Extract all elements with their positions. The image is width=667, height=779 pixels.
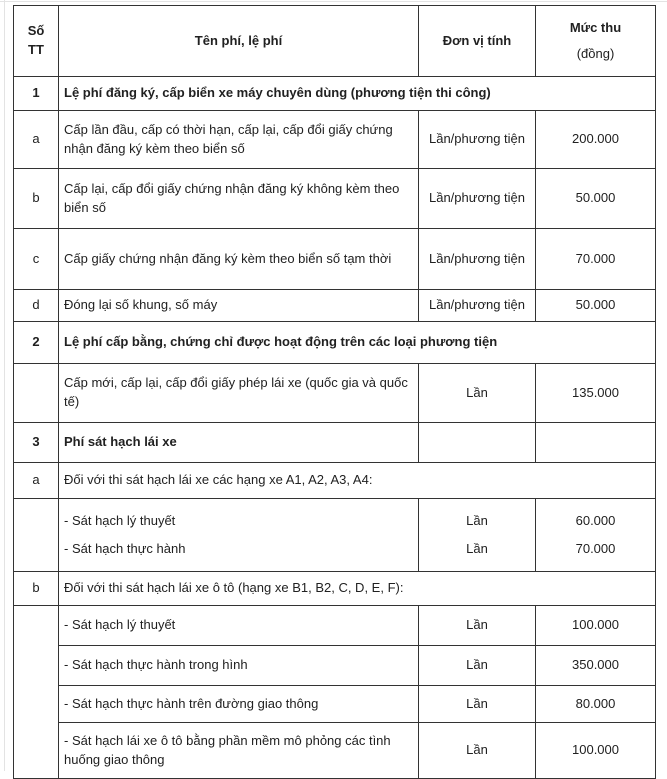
amount-cell-empty — [536, 423, 656, 463]
unit-cell: Lần/phương tiện — [419, 169, 536, 229]
stt-cell: a — [14, 463, 59, 499]
stt-cell: d — [14, 290, 59, 322]
unit-cell: Lần/phương tiện — [419, 290, 536, 322]
amount-cell: 80.000 — [536, 686, 656, 723]
fee-row-2 — [14, 364, 656, 423]
fee-name-cell: Cấp lần đầu, cấp có thời hạn, cấp lại, cấp đổi giấy chứng nhận đăng ký kèm theo biển số — [59, 111, 419, 169]
fee-name-cell — [59, 499, 419, 572]
amount-cell: 200.000 — [536, 111, 656, 169]
header-amount-currency: (đồng) — [576, 45, 615, 61]
amount-cell: 100.000 — [536, 606, 656, 646]
stt-cell: 3 — [14, 423, 59, 463]
stt-cell: a — [14, 111, 59, 169]
fee-row-3b4 — [14, 723, 656, 779]
subsection-row-3a — [14, 463, 656, 499]
section-row-1 — [14, 77, 656, 111]
subsection-title: Đối với thi sát hạch lái xe các hạng xe A1, A2, A3, A4: — [59, 463, 656, 499]
amount-cell: 70.000 — [536, 229, 656, 290]
fee-name-cell: Cấp giấy chứng nhận đăng ký kèm theo biển số tạm thời — [59, 229, 419, 290]
amount-cell: 100.000 — [536, 723, 656, 779]
fee-row-3b1 — [14, 606, 656, 646]
fee-row-1d — [14, 290, 656, 322]
stt-cell-merged-empty — [14, 606, 59, 779]
unit-cell: Lần/phương tiện — [419, 111, 536, 169]
amount-line: 60.000 — [575, 512, 616, 528]
fee-table — [13, 5, 656, 779]
fee-row-3b2 — [14, 646, 656, 686]
stt-cell-empty — [14, 499, 59, 572]
fee-name-cell: - Sát hạch lý thuyết — [59, 606, 419, 646]
fee-row-3b3 — [14, 686, 656, 723]
unit-line: Lần — [466, 540, 488, 556]
unit-cell: Lần — [419, 606, 536, 646]
header-stt: Số TT — [14, 6, 59, 77]
section-title: Phí sát hạch lái xe — [59, 423, 419, 463]
section-title: Lệ phí cấp bằng, chứng chỉ được hoạt động trên các loại phương tiện — [59, 322, 656, 364]
amount-cell: 50.000 — [536, 169, 656, 229]
section-row-3 — [14, 423, 656, 463]
section-title: Lệ phí đăng ký, cấp biển xe máy chuyên dùng (phương tiện thi công) — [59, 77, 656, 111]
unit-cell-empty — [419, 423, 536, 463]
header-unit: Đơn vị tính — [419, 6, 536, 77]
amount-line: 70.000 — [575, 540, 616, 556]
header-amount — [536, 6, 656, 77]
section-row-2 — [14, 322, 656, 364]
fee-name-cell: - Sát hạch thực hành trên đường giao thông — [59, 686, 419, 723]
fee-name-cell: - Sát hạch lái xe ô tô bằng phần mềm mô phỏng các tình huống giao thông — [59, 723, 419, 779]
unit-cell: Lần/phương tiện — [419, 229, 536, 290]
header-fee-name: Tên phí, lệ phí — [59, 6, 419, 77]
stt-cell: 2 — [14, 322, 59, 364]
fee-name-cell: Cấp mới, cấp lại, cấp đổi giấy phép lái xe (quốc gia và quốc tế) — [59, 364, 419, 423]
fee-row-1c — [14, 229, 656, 290]
amount-cell: 350.000 — [536, 646, 656, 686]
unit-cell: Lần — [419, 364, 536, 423]
unit-cell: Lần — [419, 646, 536, 686]
fee-name-cell: Đóng lại số khung, số máy — [59, 290, 419, 322]
unit-line: Lần — [466, 512, 488, 528]
page-border-top — [0, 1, 667, 2]
unit-cell: Lần — [419, 686, 536, 723]
fee-name-cell: Cấp lại, cấp đổi giấy chứng nhận đăng ký không kèm theo biển số — [59, 169, 419, 229]
amount-cell — [536, 499, 656, 572]
fee-row-3a-items — [14, 499, 656, 572]
amount-cell: 135.000 — [536, 364, 656, 423]
unit-cell: Lần — [419, 723, 536, 779]
header-amount-title: Mức thu — [569, 19, 622, 35]
stt-cell: c — [14, 229, 59, 290]
stt-cell: b — [14, 572, 59, 606]
fee-name-line: - Sát hạch thực hành — [64, 540, 186, 556]
stt-cell: 1 — [14, 77, 59, 111]
fee-name-cell: - Sát hạch thực hành trong hình — [59, 646, 419, 686]
fee-row-1b — [14, 169, 656, 229]
amount-cell: 50.000 — [536, 290, 656, 322]
header-row — [14, 6, 656, 77]
subsection-title: Đối với thi sát hạch lái xe ô tô (hạng xe B1, B2, C, D, E, F): — [59, 572, 656, 606]
unit-cell — [419, 499, 536, 572]
subsection-row-3b — [14, 572, 656, 606]
fee-row-1a — [14, 111, 656, 169]
fee-name-line: - Sát hạch lý thuyết — [64, 512, 176, 528]
page-border-left — [4, 0, 5, 771]
stt-cell-empty — [14, 364, 59, 423]
stt-cell: b — [14, 169, 59, 229]
